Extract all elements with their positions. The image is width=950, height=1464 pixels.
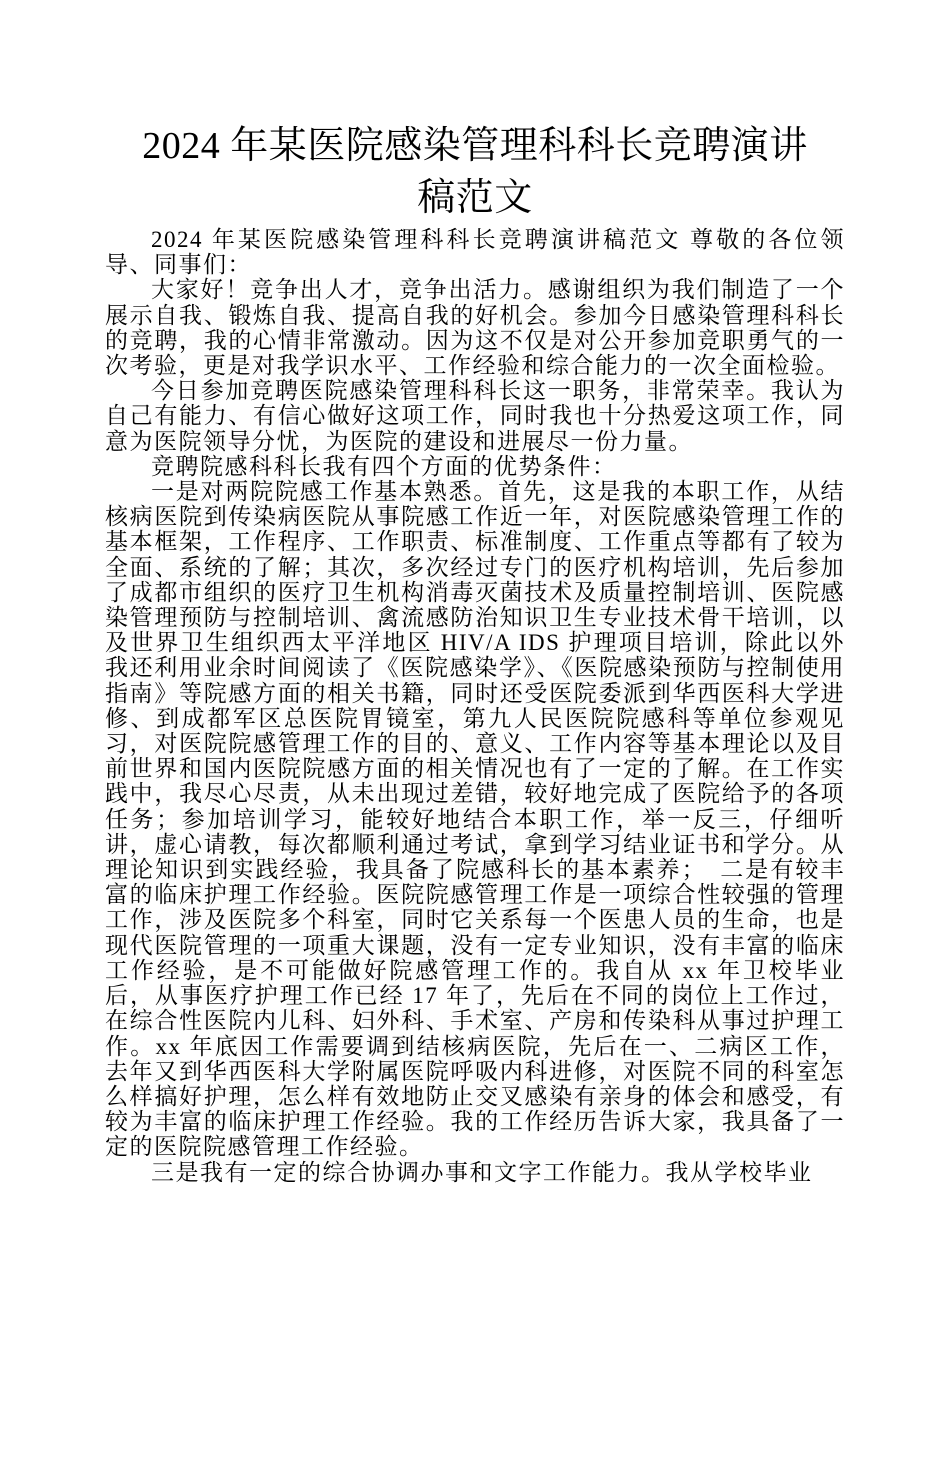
- paragraph: 今日参加竞聘医院感染管理科科长这一职务，非常荣幸。我认为自己有能力、有信心做好这项工作，同时我也十分热爱这项工作，同意为医院领导分忧，为医院的建设和进展尽一份力量。: [105, 378, 845, 454]
- document-title: 2024 年某医院感染管理科科长竞聘演讲稿范文: [142, 125, 808, 219]
- document-body: [105, 227, 845, 1185]
- paragraph: 三是我有一定的综合协调办事和文字工作能力。我从学校毕业: [151, 1159, 813, 1185]
- paragraph: 大家好！竞争出人才，竞争出活力。感谢组织为我们制造了一个展示自我、锻炼自我、提高自我的好机会。参加今日感染管理科科长的竞聘，我的心情非常激动。因为这不仅是对公开参加竞职勇气的一次考验，更是对我学识水平、工作经验和综合能力的一次全面检验。: [105, 277, 845, 379]
- document-page: [0, 120, 950, 1464]
- paragraph: 2024 年某医院感染管理科科长竞聘演讲稿范文 尊敬的各位领导、同事们：: [105, 227, 845, 278]
- paragraph: 一是对两院院感工作基本熟悉。首先，这是我的本职工作，从结核病医院到传染病医院从事院感工作近一年，对医院感染管理工作的基本框架，工作程序、工作职责、标准制度、工作重点等都有了较为全面、系统的了解；其次，多次经过专门的医疗机构培训，先后参加了成都市组织的医疗卫生机构消毒灭菌技术及质量控制培训、医院感染管理预防与控制培训、禽流感防治知识卫生专业技术骨干培训，以及世界卫生组织西太平洋地区 HIV/A IDS 护理项目培训，除此以外我还利用业余时间阅读了《医院感染学》、《医院感染预防与控制使用指南》等院感方面的相关书籍，同时还受医院委派到华西医科大学进修、到成都军区总医院胃镜室，第九人民医院院感科等单位参观见习，对医院院感管理工作的目的、意义、工作内容等基本理论以及目前世界和国内医院院感方面的相关情况也有了一定的了解。在工作实践中，我尽心尽责，从未出现过差错，较好地完成了医院给予的各项任务；参加培训学习，能较好地结合本职工作，举一反三，仔细听讲，虚心请教，每次都顺利通过考试，拿到学习结业证书和学分。从理论知识到实践经验，我具备了院感科长的基本素养； 二是有较丰富的临床护理工作经验。医院院感管理工作是一项综合性较强的管理工作，涉及医院多个科室，同时它关系每一个医患人员的生命，也是现代医院管理的一项重大课题，没有一定专业知识，没有丰富的临床工作经验，是不可能做好院感管理工作的。我自从 xx 年卫校毕业后，从事医疗护理工作已经 17 年了，先后在不同的岗位上工作过，在综合性医院内儿科、妇外科、手术室、产房和传染科从事过护理工作。xx 年底因工作需要调到结核病医院，先后在一、二病区工作，去年又到华西医科大学附属医院呼吸内科进修，对医院不同的科室怎么样搞好护理，怎么样有效地防止交叉感染有亲身的体会和感受，有较为丰富的临床护理工作经验。我的工作经历告诉大家，我具备了一定的医院院感管理工作经验。: [105, 479, 845, 1160]
- paragraph: 竞聘院感科科长我有四个方面的优势条件：: [151, 453, 617, 479]
